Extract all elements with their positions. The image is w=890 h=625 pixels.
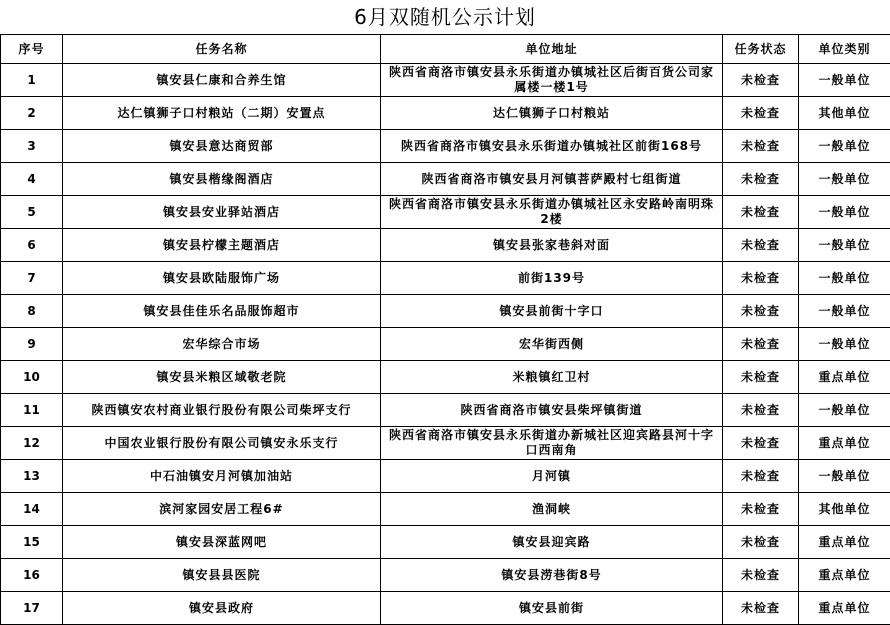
table-row — [1, 97, 890, 130]
cell-address: 达仁镇狮子口村粮站 — [381, 97, 723, 130]
cell-address: 米粮镇红卫村 — [381, 361, 723, 394]
cell-category: 重点单位 — [799, 592, 890, 625]
header-address: 单位地址 — [381, 35, 723, 64]
header-task-name: 任务名称 — [63, 35, 381, 64]
cell-index: 7 — [1, 262, 63, 295]
table-row — [1, 295, 890, 328]
table-row — [1, 361, 890, 394]
cell-task-name: 滨河家园安居工程6# — [63, 493, 381, 526]
cell-status: 未检查 — [723, 394, 799, 427]
page-title: 6月双随机公示计划 — [0, 0, 890, 34]
cell-task-name: 镇安县柠檬主题酒店 — [63, 229, 381, 262]
cell-task-name: 中国农业银行股份有限公司镇安永乐支行 — [63, 427, 381, 460]
table-row — [1, 493, 890, 526]
cell-address: 陕西省商洛市镇安县永乐街道办新城社区迎宾路县河十字口西南角 — [381, 427, 723, 460]
cell-task-name: 镇安县安业驿站酒店 — [63, 196, 381, 229]
cell-index: 15 — [1, 526, 63, 559]
table-row — [1, 592, 890, 625]
cell-index: 13 — [1, 460, 63, 493]
header-index: 序号 — [1, 35, 63, 64]
cell-address: 陕西省商洛市镇安县永乐街道办镇城社区前街168号 — [381, 130, 723, 163]
cell-status: 未检查 — [723, 163, 799, 196]
cell-index: 8 — [1, 295, 63, 328]
table-row — [1, 196, 890, 229]
cell-task-name: 镇安县米粮区域敬老院 — [63, 361, 381, 394]
table-row — [1, 163, 890, 196]
cell-status: 未检查 — [723, 592, 799, 625]
cell-address: 陕西省商洛市镇安县月河镇菩萨殿村七组街道 — [381, 163, 723, 196]
cell-index: 16 — [1, 559, 63, 592]
cell-status: 未检查 — [723, 361, 799, 394]
cell-index: 12 — [1, 427, 63, 460]
cell-status: 未检查 — [723, 262, 799, 295]
cell-index: 1 — [1, 64, 63, 97]
cell-index: 10 — [1, 361, 63, 394]
cell-task-name: 镇安县意达商贸部 — [63, 130, 381, 163]
cell-task-name: 镇安县县医院 — [63, 559, 381, 592]
table-body — [1, 64, 890, 625]
cell-category: 重点单位 — [799, 361, 890, 394]
cell-index: 5 — [1, 196, 63, 229]
table-row — [1, 328, 890, 361]
header-status: 任务状态 — [723, 35, 799, 64]
cell-category: 一般单位 — [799, 196, 890, 229]
header-row — [1, 35, 890, 64]
cell-status: 未检查 — [723, 493, 799, 526]
cell-category: 一般单位 — [799, 64, 890, 97]
cell-address: 镇安县张家巷斜对面 — [381, 229, 723, 262]
cell-category: 一般单位 — [799, 328, 890, 361]
cell-task-name: 达仁镇狮子口村粮站（二期）安置点 — [63, 97, 381, 130]
cell-index: 2 — [1, 97, 63, 130]
cell-status: 未检查 — [723, 559, 799, 592]
cell-address: 镇安县迎宾路 — [381, 526, 723, 559]
cell-status: 未检查 — [723, 64, 799, 97]
cell-task-name: 镇安县欧陆服饰广场 — [63, 262, 381, 295]
cell-task-name: 中石油镇安月河镇加油站 — [63, 460, 381, 493]
table-row — [1, 526, 890, 559]
cell-category: 一般单位 — [799, 229, 890, 262]
cell-category: 一般单位 — [799, 130, 890, 163]
cell-task-name: 镇安县仁康和合养生馆 — [63, 64, 381, 97]
cell-task-name: 陕西镇安农村商业银行股份有限公司柴坪支行 — [63, 394, 381, 427]
cell-status: 未检查 — [723, 526, 799, 559]
cell-category: 一般单位 — [799, 460, 890, 493]
cell-index: 11 — [1, 394, 63, 427]
plan-table — [0, 34, 890, 625]
table-row — [1, 64, 890, 97]
cell-category: 重点单位 — [799, 559, 890, 592]
cell-index: 9 — [1, 328, 63, 361]
cell-address: 镇安县前街 — [381, 592, 723, 625]
cell-address: 渔洞峡 — [381, 493, 723, 526]
cell-address: 前街139号 — [381, 262, 723, 295]
cell-status: 未检查 — [723, 196, 799, 229]
cell-index: 3 — [1, 130, 63, 163]
cell-category: 其他单位 — [799, 97, 890, 130]
table-row — [1, 427, 890, 460]
table-row — [1, 130, 890, 163]
cell-index: 14 — [1, 493, 63, 526]
table-row — [1, 262, 890, 295]
cell-address: 镇安县前街十字口 — [381, 295, 723, 328]
cell-category: 一般单位 — [799, 163, 890, 196]
cell-category: 一般单位 — [799, 394, 890, 427]
cell-status: 未检查 — [723, 295, 799, 328]
cell-index: 17 — [1, 592, 63, 625]
cell-category: 其他单位 — [799, 493, 890, 526]
cell-category: 一般单位 — [799, 295, 890, 328]
cell-task-name: 宏华综合市场 — [63, 328, 381, 361]
table-row — [1, 460, 890, 493]
cell-category: 一般单位 — [799, 262, 890, 295]
cell-address: 陕西省商洛市镇安县柴坪镇街道 — [381, 394, 723, 427]
cell-address: 陕西省商洛市镇安县永乐街道办镇城社区后街百货公司家属楼一楼1号 — [381, 64, 723, 97]
cell-address: 镇安县涝巷街8号 — [381, 559, 723, 592]
cell-category: 重点单位 — [799, 526, 890, 559]
cell-status: 未检查 — [723, 130, 799, 163]
table-row — [1, 559, 890, 592]
cell-index: 4 — [1, 163, 63, 196]
cell-category: 重点单位 — [799, 427, 890, 460]
cell-task-name: 镇安县佳佳乐名品服饰超市 — [63, 295, 381, 328]
table-row — [1, 394, 890, 427]
header-category: 单位类别 — [799, 35, 890, 64]
cell-status: 未检查 — [723, 328, 799, 361]
cell-status: 未检查 — [723, 229, 799, 262]
cell-status: 未检查 — [723, 427, 799, 460]
cell-task-name: 镇安县深蓝网吧 — [63, 526, 381, 559]
cell-address: 宏华街西侧 — [381, 328, 723, 361]
cell-address: 陕西省商洛市镇安县永乐街道办镇城社区永安路岭南明珠2楼 — [381, 196, 723, 229]
cell-task-name: 镇安县楷缘阁酒店 — [63, 163, 381, 196]
cell-status: 未检查 — [723, 97, 799, 130]
cell-index: 6 — [1, 229, 63, 262]
cell-address: 月河镇 — [381, 460, 723, 493]
cell-task-name: 镇安县政府 — [63, 592, 381, 625]
table-row — [1, 229, 890, 262]
cell-status: 未检查 — [723, 460, 799, 493]
